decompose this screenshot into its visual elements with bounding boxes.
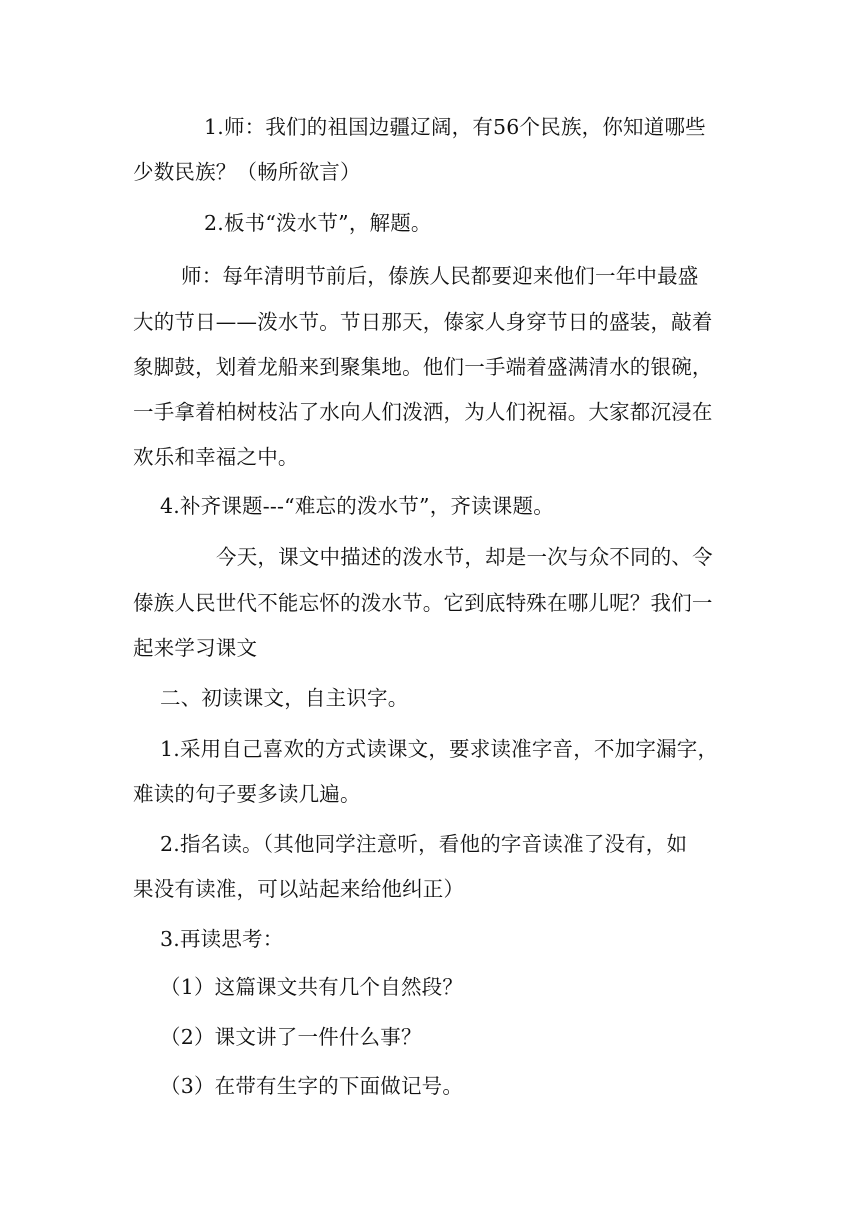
para-5-line-1: 今天，课文中描述的泼水节，却是一次与众不同的、令 — [216, 545, 713, 569]
para-8-line-1: 2.指名读。（其他同学注意听，看他的字音读准了没有，如 — [160, 832, 688, 856]
para-5-line-2: 傣族人民世代不能忘怀的泼水节。它到底特殊在哪儿呢？我们一 — [133, 591, 713, 615]
para-3-line-3: 象脚鼓，划着龙船来到聚集地。他们一手端着盛满清水的银碗， — [133, 355, 713, 379]
question-3: （3）在带有生字的下面做记号。 — [160, 1074, 464, 1098]
para-8-line-2: 果没有读准，可以站起来给他纠正） — [133, 877, 465, 901]
para-3-line-1: 师：每年清明节前后，傣族人民都要迎来他们一年中最盛 — [181, 264, 699, 288]
para-7-line-1: 1.采用自己喜欢的方式读课文，要求读准字音，不加字漏字， — [160, 737, 719, 761]
para-3-line-4: 一手拿着柏树枝沾了水向人们泼洒，为人们祝福。大家都沉浸在 — [133, 400, 713, 424]
question-2: （2）课文讲了一件什么事？ — [160, 1025, 422, 1049]
question-1: （1）这篇课文共有几个自然段？ — [160, 975, 464, 999]
para-9-line-1: 3.再读思考： — [160, 927, 284, 951]
para-3-line-2: 大的节日——泼水节。节日那天，傣家人身穿节日的盛装，敲着 — [133, 310, 713, 334]
para-3-line-5: 欢乐和幸福之中。 — [133, 445, 299, 469]
para-4-line-1: 4.补齐课题---“难忘的泼水节”，齐读课题。 — [160, 494, 554, 518]
section-heading: 二、初读课文，自主识字。 — [160, 686, 409, 710]
para-1-line-2: 少数民族？（畅所欲言） — [133, 160, 361, 184]
para-2-line-1: 2.板书“泼水节”，解题。 — [204, 211, 432, 235]
para-5-line-3: 起来学习课文 — [133, 636, 258, 660]
para-7-line-2: 难读的句子要多读几遍。 — [133, 782, 361, 806]
para-1-line-1: 1.师：我们的祖国边疆辽阔，有56个民族，你知道哪些 — [204, 115, 706, 139]
